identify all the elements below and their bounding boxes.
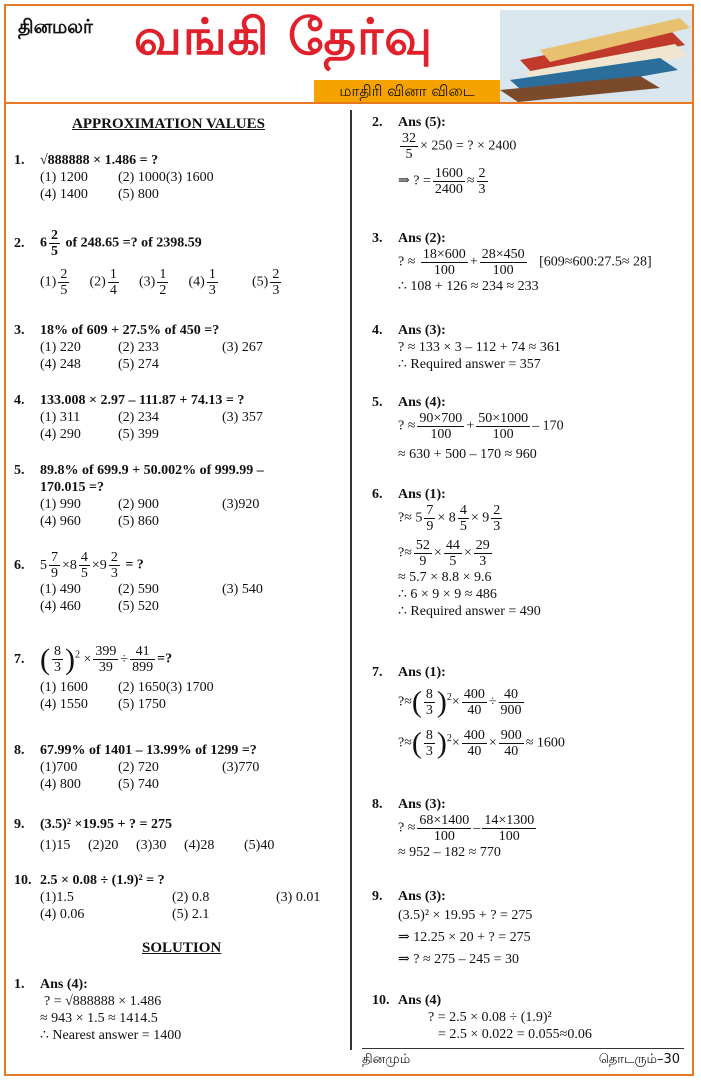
answer-5: 5. Ans (4): ? ≈ $\frac{90\times 700}{100}$ + $\frac{50\times 1000}{100}$ – 170 ≈ 630 + 500 – 170 ≈ 960: [372, 395, 564, 462]
footer-continued-text: தொடரும்–30: [598, 1052, 680, 1067]
question-1: 1. √888888 × 1.486 = ? (1) 1200 (2) 1000(3) 1600 (4) 1400 (5) 800: [14, 153, 214, 202]
answer-8: 8. Ans (3): ? ≈ $\frac{68\times 1400}{100}$ – $\frac{14\times 1300}{100}$ ≈ 952 – 182 ≈ 770: [372, 797, 535, 860]
question-9: 9. (3.5)² ×19.95 + ? = 275 (1)15 (2)20 (3)30 (4)28 (5)40: [14, 817, 275, 853]
question-6: 6. 5 $\frac{7}{9}$ ×8 $\frac{4}{5}$ ×9 $\frac{2}{3}$ = ? (1) 490 (2) 590 (3) 540 (4) 460 (5) 520: [14, 550, 263, 614]
answer-9: 9. Ans (3): (3.5)² × 19.95 + ? = 275 ⇒ 12.25 × 20 + ? = 275 ⇒ ? ≈ 275 – 245 = 30: [372, 889, 533, 967]
subtitle-badge: மாதிரி வினா விடை: [314, 80, 500, 102]
newspaper-logo: தினமலர்: [18, 16, 93, 38]
question-3: 3. 18% of 609 + 27.5% of 450 =? (1) 220 (2) 233 (3) 267 (4) 248 (5) 274: [14, 323, 263, 372]
section-heading-solution: SOLUTION: [142, 940, 222, 956]
answer-2: 2. Ans (5): $\frac{32}{5}$ × 250 = ? × 2400 ⇒ ? = $\frac{1600}{2400}$ ≈ $\frac{2}{3}$: [372, 115, 517, 197]
section-heading-approx: APPROXIMATION VALUES: [72, 116, 265, 132]
page-footer: [362, 1048, 684, 1071]
books-illustration-icon: [500, 10, 692, 102]
answer-10: 10. Ans (4) ? = 2.5 × 0.08 ÷ (1.9)² = 2.5 × 0.022 = 0.055≈0.06: [372, 993, 592, 1042]
answer-3: 3. Ans (2): ? ≈ $\frac{18\times 600}{100}$ + $\frac{28\times 450}{100}$ [609≈600:27.5≈ 28] ∴ 108 + 126 ≈ 234 ≈ 233: [372, 231, 652, 294]
question-8: 8. 67.99% of 1401 – 13.99% of 1299 =? (1)700 (2) 720 (3)770 (4) 800 (5) 740: [14, 743, 260, 792]
question-4: 4. 133.008 × 2.97 – 111.87 + 74.13 = ? (1) 311 (2) 234 (3) 357 (4) 290 (5) 399: [14, 393, 263, 442]
answer-7: 7. Ans (1): ?≈( $\frac{8}{3}$ )$^2$× $\frac{400}{40}$ ÷ $\frac{40}{900}$ ?≈( $\frac{8}{3}$ )$^2$× $\frac{400}{40}$ × $\frac{900}{40}$ ≈ 1600: [372, 665, 565, 760]
question-10: 10. 2.5 × 0.08 ÷ (1.9)² = ? (1)1.5 (2) 0.8 (3) 0.01 (4) 0.06 (5) 2.1: [14, 873, 321, 922]
page-title: வங்கி தேர்வு: [134, 8, 434, 66]
question-2: 2. 6 $\frac{2}{5}$ of 248.65 =? of 2398.59 (1) $\frac{2}{5}$ (2) $\frac{1}{4}$ (3) $\frac{1}{2}$ (4) $\frac{1}{3}$ (5) $\frac{2}{3}$: [14, 228, 280, 298]
answer-1: 1. Ans (4): ? = √888888 × 1.486 ≈ 943 × 1.5 ≈ 1414.5 ∴ Nearest answer = 1400: [14, 977, 182, 1043]
question-7: 7. ( $\frac{8}{3}$ )$^2$ × $\frac{399}{39}$ ÷ $\frac{41}{899}$ =? (1) 1600 (2) 1650(3) 1700 (4) 1550 (5) 1750: [14, 642, 214, 712]
column-divider: [350, 110, 352, 1050]
footer-left-text: தினமும்: [362, 1052, 411, 1067]
answer-4: 4. Ans (3): ? ≈ 133 × 3 – 112 + 74 ≈ 361 ∴ Required answer = 357: [372, 323, 561, 372]
answer-6: 6. Ans (1): ?≈ 5 $\frac{7}{9}$ × 8 $\frac{4}{5}$ × 9 $\frac{2}{3}$ ?≈ $\frac{52}{9}$ × $\frac{44}{5}$ × $\frac{29}{3}$ ≈ 5.7 × 8.8 × 9.6 ∴ 6 × 9 × 9 ≈ 486 ∴ Required answer = 490: [372, 487, 541, 619]
question-5: 5. 89.8% of 699.9 + 50.002% of 999.99 – 170.015 =? (1) 990 (2) 900 (3)920 (4) 960 (5) 860: [14, 463, 264, 529]
header-banner: [6, 6, 692, 104]
